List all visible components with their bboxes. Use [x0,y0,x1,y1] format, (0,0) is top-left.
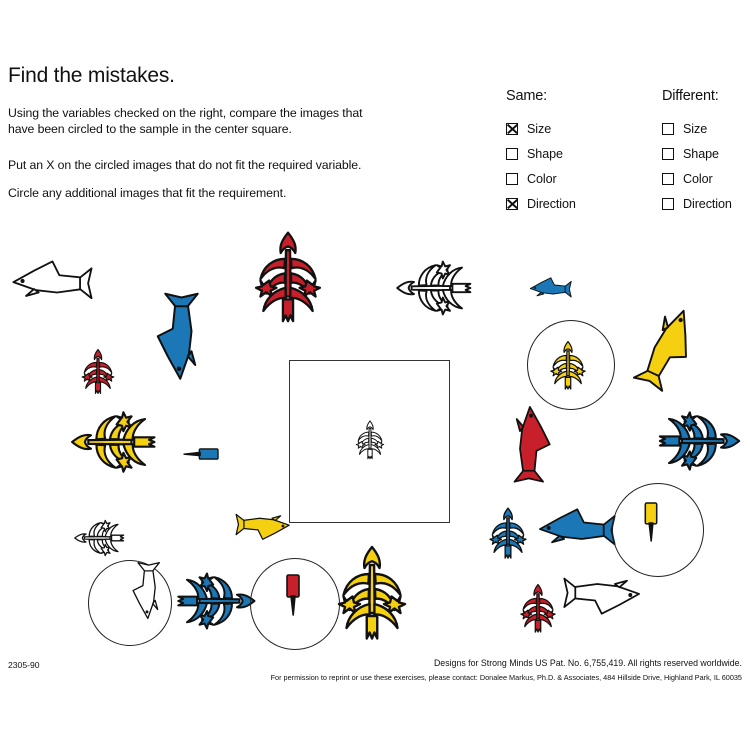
same-heading: Same: [506,88,547,104]
figure-fish-yellow [625,293,713,397]
sample-figure [351,419,388,464]
figure-fleur-yellow [69,402,166,483]
checkbox-row-different-size[interactable] [662,118,732,140]
figure-fleur-blue [167,564,257,639]
figure-dart-blue [182,445,219,464]
checkbox-label-same-direction: Direction [527,197,576,211]
center-sample-square [289,360,450,523]
figure-fish-blue [527,274,571,302]
instruction-line-1: Using the variables checked on the right, compare the images that have been circled to the sample in the center square. [8,106,363,136]
selection-circle [88,560,172,646]
checkbox-row-different-direction[interactable] [662,193,732,215]
checkbox-different-size[interactable] [662,123,674,135]
selection-circle [612,483,704,577]
checkbox-label-same-color: Color [527,172,557,186]
footer-code: 2305-90 [8,660,40,670]
instruction-line-2: Put an X on the circled images that do not fit the required variable. [8,158,362,172]
selection-circle [250,558,340,650]
variables-same-column [506,88,576,218]
selection-circle [527,320,615,410]
variables-different-column [662,88,732,218]
different-heading: Different: [662,88,719,104]
figure-fleur-red [515,583,562,639]
figure-fleur-outline [73,514,131,562]
figure-fish-yellow [236,508,294,544]
checkbox-label-same-size: Size [527,122,552,136]
checkbox-label-different-color: Color [683,172,713,186]
checkbox-row-same-size[interactable] [506,118,576,140]
page-title: Find the mistakes. [8,64,175,87]
checkbox-row-different-shape[interactable] [662,143,732,165]
figure-fleur-red [76,348,119,400]
figure-fish-blue [533,503,614,554]
figure-dart-red [282,573,304,617]
figure-fleur-yellow [327,544,417,652]
figure-fleur-red [245,230,332,334]
checkbox-same-direction[interactable] [506,198,518,210]
figure-fleur-outline [395,252,481,324]
instruction-line-3: Circle any additional images that fit the requirement. [8,186,287,200]
checkbox-same-color[interactable] [506,173,518,185]
figure-fish-red [506,400,557,481]
figure-fleur-blue [648,402,742,480]
checkbox-label-same-shape: Shape [527,147,563,161]
figure-fish-outline [6,255,91,308]
footer-permission: For permission to reprint or use these exercises, please contact: Donalee Markus, Ph.D. & Associates, 484 Hillside Drive, Highland Park, IL 60035 [270,673,742,682]
checkbox-same-shape[interactable] [506,148,518,160]
checkbox-different-shape[interactable] [662,148,674,160]
figure-fleur-yellow [545,340,592,396]
checkbox-row-same-direction[interactable] [506,193,576,215]
checkbox-label-different-direction: Direction [683,197,732,211]
checkbox-label-different-shape: Shape [683,147,719,161]
checkbox-row-different-color[interactable] [662,168,732,190]
footer-copyright: Designs for Strong Minds US Pat. No. 6,755,419. All rights reserved worldwide. [433,658,742,668]
figure-fleur-blue [483,506,532,565]
figure-dart-yellow [641,501,662,543]
checkbox-row-same-color[interactable] [506,168,576,190]
checkbox-label-different-size: Size [683,122,708,136]
checkbox-different-color[interactable] [662,173,674,185]
figure-fish-blue [150,294,208,387]
checkbox-same-size[interactable] [506,123,518,135]
checkbox-different-direction[interactable] [662,198,674,210]
figure-fish-outline [564,570,645,621]
checkbox-row-same-shape[interactable] [506,143,576,165]
figure-fish-outline [128,563,166,624]
